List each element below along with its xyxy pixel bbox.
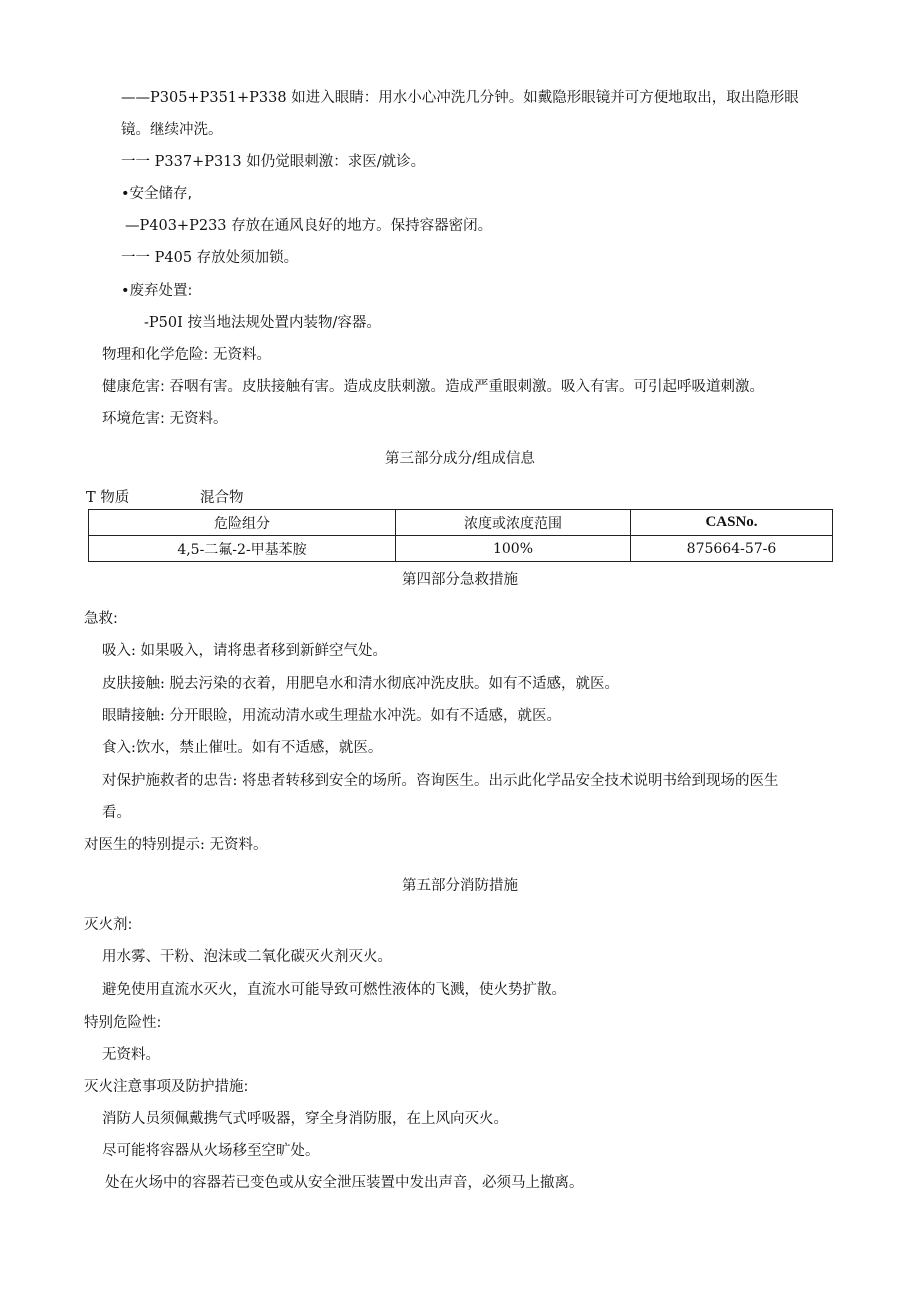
header-concentration: 浓度或浓度范围 (396, 510, 631, 536)
p405-line: 一一 P405 存放处须加锁。 (121, 250, 299, 266)
rescuer-advice-label: 对保护施救者的忠告 (102, 773, 233, 789)
p305-line-cont: 镜。继续冲洗。 (121, 122, 223, 138)
precaution-heading: 灭火注意事项及防护措施: (84, 1079, 249, 1095)
extinguishing-line-2: 避免使用直流水灭火，直流水可能导致可燃性液体的飞溅，使火势扩散。 (102, 982, 566, 998)
composition-table (88, 509, 833, 562)
precaution-line-3: 处在火场中的容器若已变色或从安全泄压装置中发出声音，必须马上撤离。 (105, 1175, 584, 1191)
skin-contact-value: : 脱去污染的衣着，用肥皂水和清水彻底冲洗皮肤。如有不适感，就医。 (160, 676, 619, 692)
rescuer-advice-cont: 看。 (102, 805, 131, 821)
storage-heading: •安全储存, (121, 186, 193, 202)
inhalation-label: 吸入 (102, 643, 131, 659)
disposal-heading: •废弃处置: (121, 283, 193, 299)
ingestion-label: 食入 (102, 740, 131, 756)
substance-label: T 物质 (86, 490, 130, 506)
special-hazard-line: 无资料。 (102, 1047, 160, 1063)
health-hazard (102, 377, 764, 397)
ingestion-value: :饮水，禁止催吐。如有不适感，就医。 (131, 740, 383, 756)
eye-contact-label: 眼睛接触 (102, 708, 160, 724)
table-row (89, 536, 833, 562)
header-component: 危险组分 (89, 510, 396, 536)
doctor-note-value: : 无资料。 (200, 837, 268, 853)
health-hazard-value: 吞咽有害。皮肤接触有害。造成皮肤刺激。造成严重眼刺激。吸入有害。可引起呼吸道刺激。 (169, 379, 764, 395)
env-hazard-label: 环境危害: (102, 411, 170, 427)
physical-hazard-label: 物理和化学危险: (102, 347, 213, 363)
eye-contact-value: : 分开眼睑，用流动清水或生理盐水冲洗。如有不适感，就医。 (160, 708, 561, 724)
header-cas: CASNo. (631, 510, 833, 536)
cell-cas: 875664-57-6 (631, 536, 833, 562)
health-hazard-label: 健康危害: (102, 379, 170, 395)
section5-title: 第五部分消防措施 (402, 878, 518, 894)
p305-line: ——P305+P351+P338 如进入眼睛：用水小心冲洗几分钟。如戴隐形眼镜并可方便地取出，取出隐形眼 (121, 90, 799, 106)
physical-hazard-value: 无资料。 (213, 347, 271, 363)
p337-line: 一一 P337+P313 如仍觉眼刺激：求医/就诊。 (121, 154, 426, 170)
precaution-line-1: 消防人员须佩戴携气式呼吸器，穿全身消防服，在上风向灭火。 (102, 1111, 508, 1127)
section3-title: 第三部分成分/组成信息 (385, 451, 535, 467)
physical-hazard (102, 345, 271, 365)
p501-line: -P50I 按当地法规处置内装物/容器。 (144, 315, 381, 331)
skin-contact-label: 皮肤接触 (102, 676, 160, 692)
rescuer-advice-value: : 将患者转移到安全的场所。咨询医生。出示此化学品安全技术说明书给到现场的医生 (232, 773, 779, 789)
doctor-note-label: 对医生的特别提示 (84, 837, 200, 853)
extinguishing-heading: 灭火剂: (84, 917, 133, 933)
ingestion (102, 738, 382, 758)
eye-contact (102, 706, 561, 726)
extinguishing-line-1: 用水雾、干粉、泡沫或二氧化碳灭火剂灭火。 (102, 949, 392, 965)
substance-value: 混合物 (200, 490, 244, 506)
doctor-note (84, 835, 268, 855)
special-hazard-heading: 特别危险性: (84, 1015, 162, 1031)
p403-line: —P403+P233 存放在通风良好的地方。保持容器密闭。 (125, 218, 493, 234)
precaution-line-2: 尽可能将容器从火场移至空旷处。 (102, 1143, 320, 1159)
inhalation (102, 641, 387, 661)
section4-title: 第四部分急救措施 (402, 572, 518, 588)
first-aid-heading: 急救: (84, 611, 118, 627)
cell-concentration: 100% (396, 536, 631, 562)
table-header-row (89, 510, 833, 536)
env-hazard-value: 无资料。 (169, 411, 228, 427)
skin-contact (102, 674, 619, 694)
cell-component: 4,5-二氟-2-甲基苯胺 (89, 536, 396, 562)
rescuer-advice (102, 771, 779, 791)
env-hazard (102, 409, 228, 429)
inhalation-value: : 如果吸入，请将患者移到新鲜空气处。 (131, 643, 387, 659)
